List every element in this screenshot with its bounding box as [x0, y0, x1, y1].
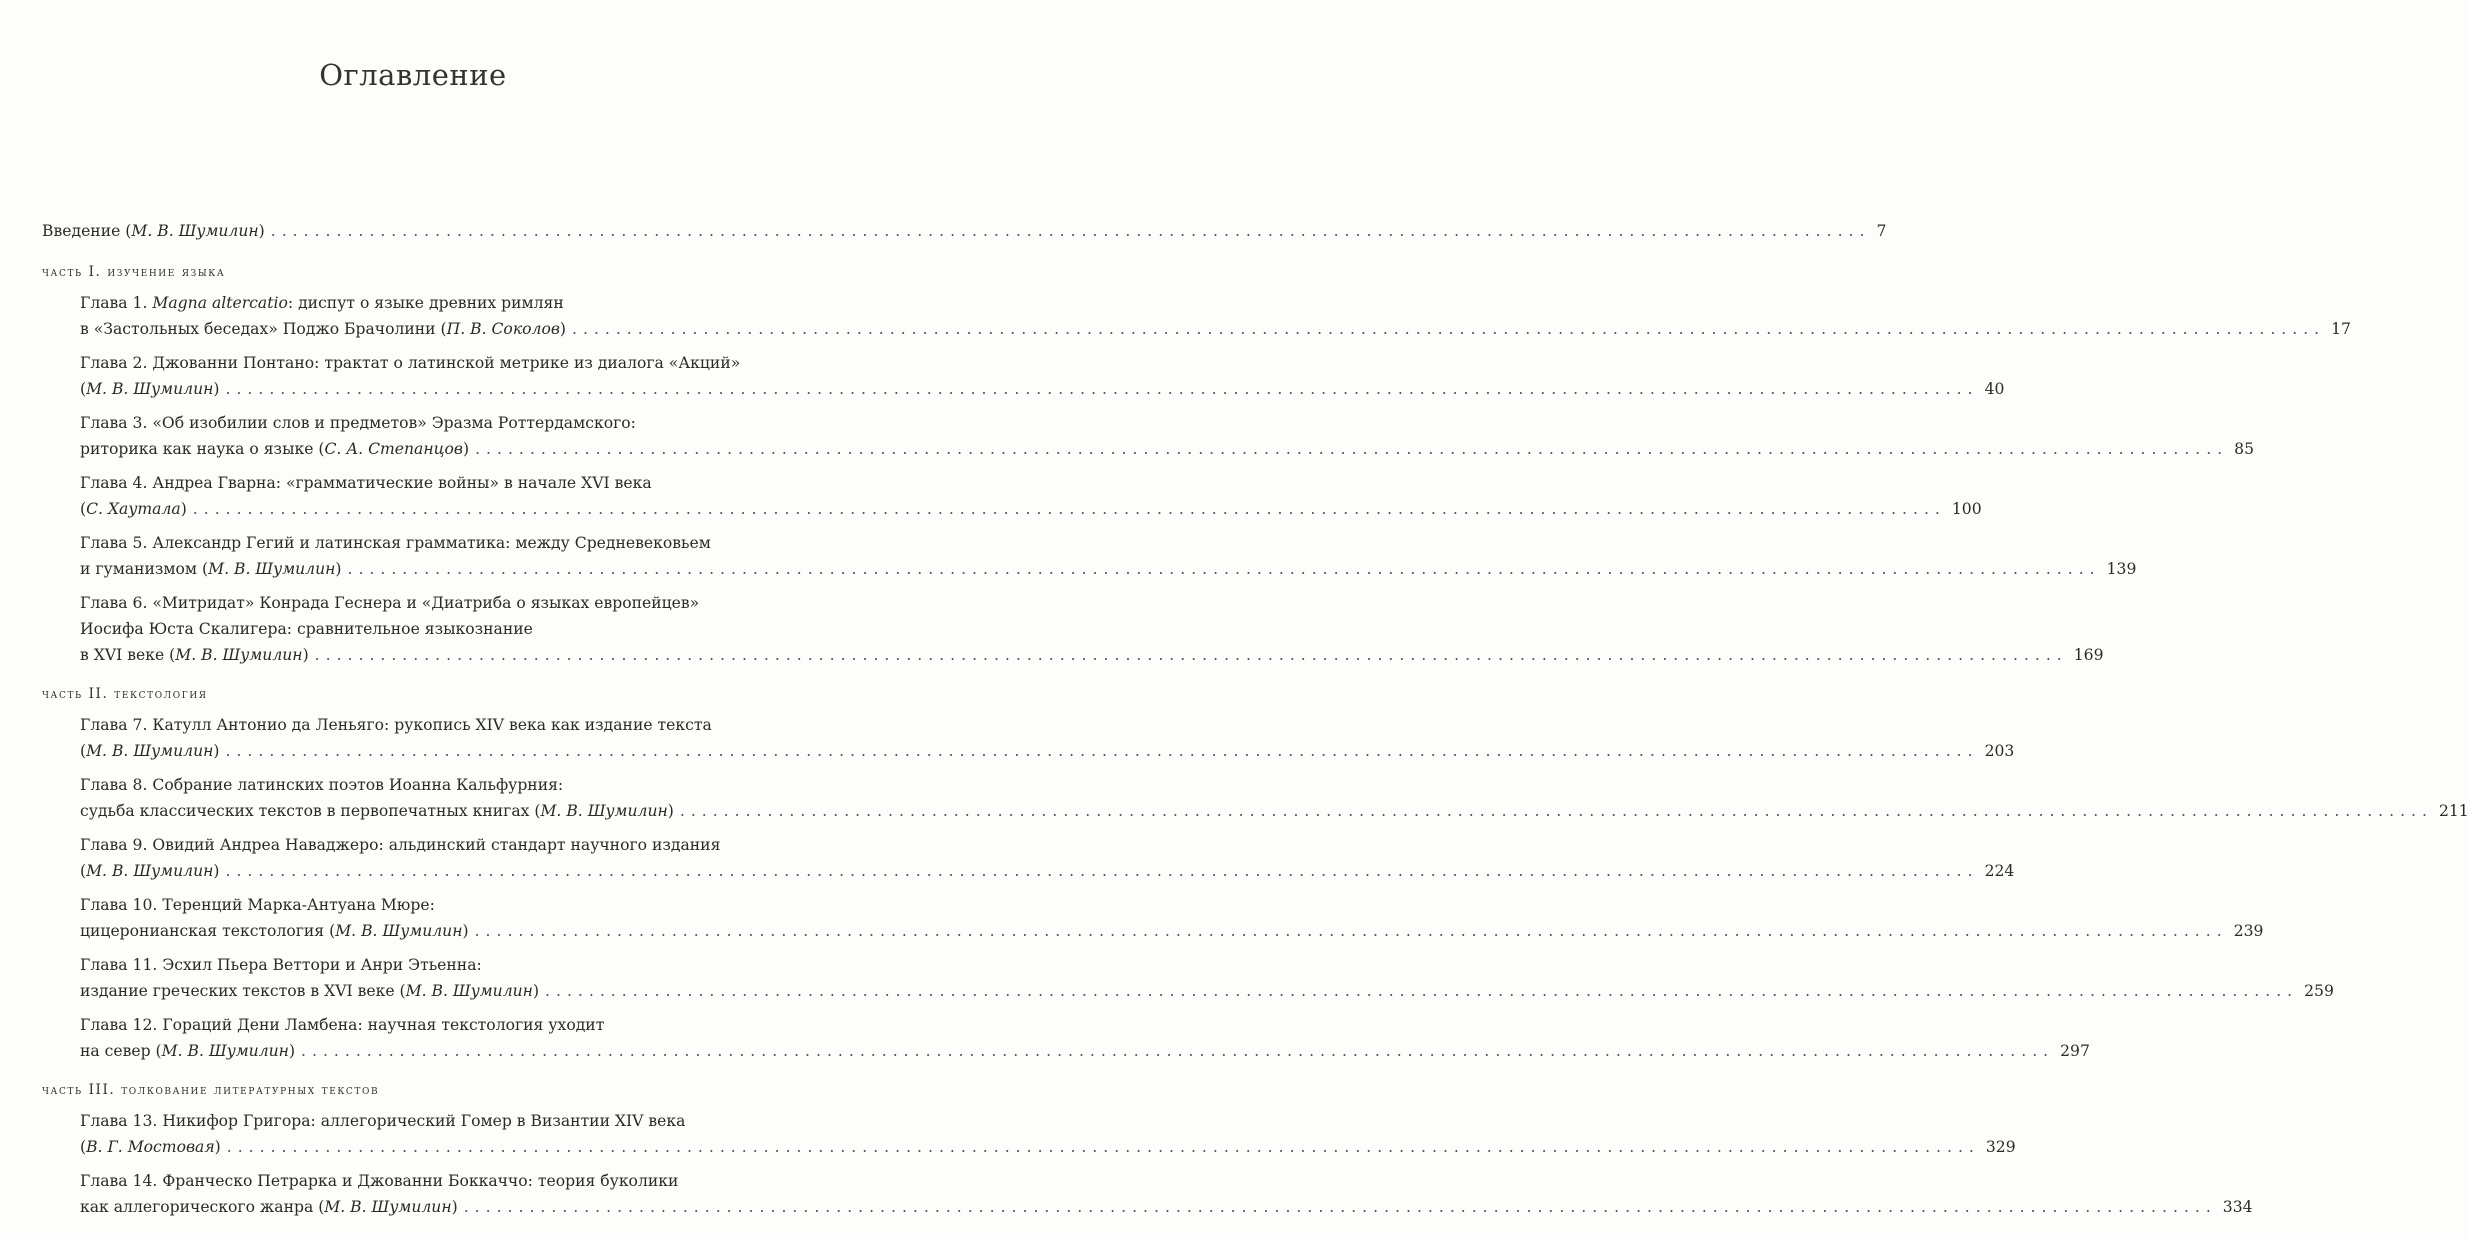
toc-entry-text: (С. Хаутала) — [80, 500, 187, 518]
toc-entry-author: М. В. Шумилин — [405, 982, 533, 1000]
toc-entry-author: В. Г. Мостовая — [86, 1138, 215, 1156]
leader-dots: ................................................................................................................................................................ — [225, 380, 1979, 398]
toc-page-number: 297 — [2060, 1042, 2090, 1060]
chapter-last-line — [80, 1194, 2253, 1220]
leader-dots: ................................................................................................................................................................ — [225, 862, 1979, 880]
leader-dots: ................................................................................................................................................................ — [572, 320, 2326, 338]
toc-entry-text: (М. В. Шумилин) — [80, 380, 220, 398]
toc-chapter-entry[interactable] — [80, 590, 2104, 668]
part-heading: часть II. текстология — [42, 686, 208, 702]
toc-entry-author: М. В. Шумилин — [540, 802, 668, 820]
chapter-title-line: Глава 14. Франческо Петрарка и Джованни Боккаччо: теория буколики — [80, 1172, 679, 1190]
chapter-title-line: Глава 2. Джованни Понтано: трактат о латинской метрике из диалога «Акций» — [80, 354, 741, 372]
chapter-last-line — [80, 376, 2005, 402]
chapter-last-line — [80, 1038, 2090, 1064]
toc-entry-text: на север (М. В. Шумилин) — [80, 1042, 296, 1060]
chapter-title-line: Глава 4. Андреа Гварна: «грамматические войны» в начале XVI века — [80, 474, 652, 492]
chapter-title-line: Глава 11. Эсхил Пьера Веттори и Анри Этьенна: — [80, 956, 482, 974]
toc-entry-text: (М. В. Шумилин) — [80, 862, 220, 880]
leader-dots: ................................................................................................................................................................ — [463, 1198, 2217, 1216]
toc-chapter-entry[interactable] — [80, 712, 2015, 764]
toc-entry-text: (М. В. Шумилин) — [80, 742, 220, 760]
toc-chapter-entry[interactable] — [80, 290, 2351, 342]
chapter-last-line — [80, 918, 2264, 944]
toc-chapter-entry[interactable] — [80, 350, 2005, 402]
toc-page-number: 7 — [1876, 222, 1887, 240]
toc-entry-author: М. В. Шумилин — [208, 560, 336, 578]
toc-chapter-entry[interactable] — [80, 530, 2137, 582]
toc-page-number: 334 — [2222, 1198, 2253, 1216]
leader-dots: ................................................................................................................................................................ — [192, 500, 1946, 518]
toc-entry-text: в «Застольных беседах» Поджо Брачолини (П. В. Соколов) — [80, 320, 567, 338]
chapter-last-line — [80, 642, 2104, 668]
toc-entry-author: М. В. Шумилин — [131, 222, 259, 240]
toc-entry-text: (В. Г. Мостовая) — [80, 1138, 221, 1156]
toc-entry-text: цицеронианская текстология (М. В. Шумилин) — [80, 922, 469, 940]
toc-entry-author: М. В. Шумилин — [86, 742, 214, 760]
chapter-title-line: Глава 6. «Митридат» Конрада Геснера и «Диатриба о языках европейцев» — [80, 594, 700, 612]
toc-entry-author: М. В. Шумилин — [324, 1198, 452, 1216]
toc-page-number: 329 — [1985, 1138, 2016, 1156]
chapter-title-line: Глава 7. Катулл Антонио да Леньяго: рукопись XIV века как издание текста — [80, 716, 712, 734]
toc-entry-author: М. В. Шумилин — [86, 862, 214, 880]
toc-intro-entry[interactable] — [42, 218, 1887, 244]
chapter-title-line: Глава 3. «Об изобилии слов и предметов» Эразма Роттердамского: — [80, 414, 636, 432]
toc-entry-text: и гуманизмом (М. В. Шумилин) — [80, 560, 342, 578]
toc-page-number: 85 — [2234, 440, 2255, 458]
leader-dots: ................................................................................................................................................................ — [314, 646, 2068, 664]
toc-page-number: 239 — [2233, 922, 2264, 940]
toc-page-number: 139 — [2106, 560, 2137, 578]
toc-entry-text: как аллегорического жанра (М. В. Шумилин) — [80, 1198, 458, 1216]
chapter-title-line: Иосифа Юста Скалигера: сравнительное языкознание — [80, 620, 533, 638]
page-title: Оглавление — [319, 58, 507, 92]
leader-dots: ................................................................................................................................................................ — [301, 1042, 2055, 1060]
toc-entry-author: М. В. Шумилин — [161, 1042, 289, 1060]
leader-dots: ................................................................................................................................................................ — [679, 802, 2433, 820]
chapter-title-line: Глава 13. Никифор Григора: аллегорический Гомер в Византии XIV века — [80, 1112, 686, 1130]
chapter-title-line: Глава 5. Александр Гегий и латинская грамматика: между Средневековьем — [80, 534, 711, 552]
leader-dots: ................................................................................................................................................................ — [474, 922, 2228, 940]
chapter-title-line: Глава 1. Magna altercatio: диспут о языке древних римлян — [80, 294, 564, 312]
toc-chapter-entry[interactable] — [80, 772, 2469, 824]
toc-page-number: 100 — [1951, 500, 1982, 518]
toc-entry-author: С. Хаутала — [86, 500, 181, 518]
toc-page-number: 203 — [1984, 742, 2015, 760]
toc-chapter-entry[interactable] — [80, 832, 2015, 884]
toc-entry-author: М. В. Шумилин — [335, 922, 463, 940]
chapter-list — [42, 1108, 2253, 1220]
chapter-title-line: Глава 8. Собрание латинских поэтов Иоанна Кальфурния: — [80, 776, 564, 794]
toc-page-number: 224 — [1984, 862, 2015, 880]
chapter-last-line — [80, 496, 1982, 522]
toc-page-number: 40 — [1984, 380, 2005, 398]
leader-dots: ................................................................................................................................................................ — [475, 440, 2229, 458]
toc-chapter-entry[interactable] — [80, 410, 2255, 462]
chapter-last-line — [80, 436, 2255, 462]
toc-entry-author: С. А. Степанцов — [324, 440, 463, 458]
toc-entry-author: М. В. Шумилин — [175, 646, 303, 664]
toc-entry-text: судьба классических текстов в первопечатных книгах (М. В. Шумилин) — [80, 802, 674, 820]
leader-dots: ................................................................................................................................................................ — [545, 982, 2299, 1000]
toc-chapter-entry[interactable] — [80, 1108, 2016, 1160]
toc-chapter-entry[interactable] — [80, 1012, 2090, 1064]
toc-entry-text: риторика как наука о языке (С. А. Степанцов) — [80, 440, 470, 458]
leader-dots: ................................................................................................................................................................ — [225, 742, 1979, 760]
leader-dots: ................................................................................................................................................................ — [347, 560, 2101, 578]
toc-entry-text: издание греческих текстов в XVI веке (М. В. Шумилин) — [80, 982, 540, 1000]
table-of-contents — [42, 218, 2469, 1238]
chapter-last-line — [80, 858, 2015, 884]
toc-chapter-entry[interactable] — [80, 1168, 2253, 1220]
chapter-title-line: Глава 12. Гораций Дени Ламбена: научная текстология уходит — [80, 1016, 605, 1034]
chapter-last-line — [80, 978, 2334, 1004]
part-heading: часть I. изучение языка — [42, 264, 226, 280]
toc-page-number: 17 — [2331, 320, 2351, 338]
toc-entry-text: Введение (М. В. Шумилин) — [42, 222, 265, 240]
chapter-last-line — [80, 556, 2137, 582]
toc-entry-author: М. В. Шумилин — [86, 380, 214, 398]
toc-page-number: 169 — [2073, 646, 2104, 664]
italic-title: Magna altercatio — [152, 294, 288, 312]
toc-part-1 — [42, 264, 2351, 668]
leader-dots: .................................................................................................................................................. — [270, 222, 1871, 240]
toc-part-3 — [42, 1082, 2253, 1220]
toc-page-number: 259 — [2304, 982, 2334, 1000]
toc-page-number: 211 — [2438, 802, 2469, 820]
toc-part-2 — [42, 686, 2469, 1064]
leader-dots: ................................................................................................................................................................ — [226, 1138, 1980, 1156]
toc-chapter-entry[interactable] — [80, 892, 2264, 944]
chapter-list — [42, 712, 2469, 1064]
chapter-last-line — [80, 316, 2351, 342]
toc-chapter-entry[interactable] — [80, 470, 1982, 522]
part-heading: часть III. толкование литературных текстов — [42, 1082, 380, 1098]
chapter-list — [42, 290, 2351, 668]
chapter-title-line: Глава 10. Теренций Марка-Антуана Мюре: — [80, 896, 435, 914]
toc-chapter-entry[interactable] — [80, 952, 2334, 1004]
chapter-last-line — [80, 798, 2469, 824]
chapter-last-line — [80, 738, 2015, 764]
chapter-title-line: Глава 9. Овидий Андреа Наваджеро: альдинский стандарт научного издания — [80, 836, 721, 854]
chapter-last-line — [80, 1134, 2016, 1160]
toc-entry-text: в XVI веке (М. В. Шумилин) — [80, 646, 309, 664]
toc-entry-author: П. В. Соколов — [446, 320, 560, 338]
